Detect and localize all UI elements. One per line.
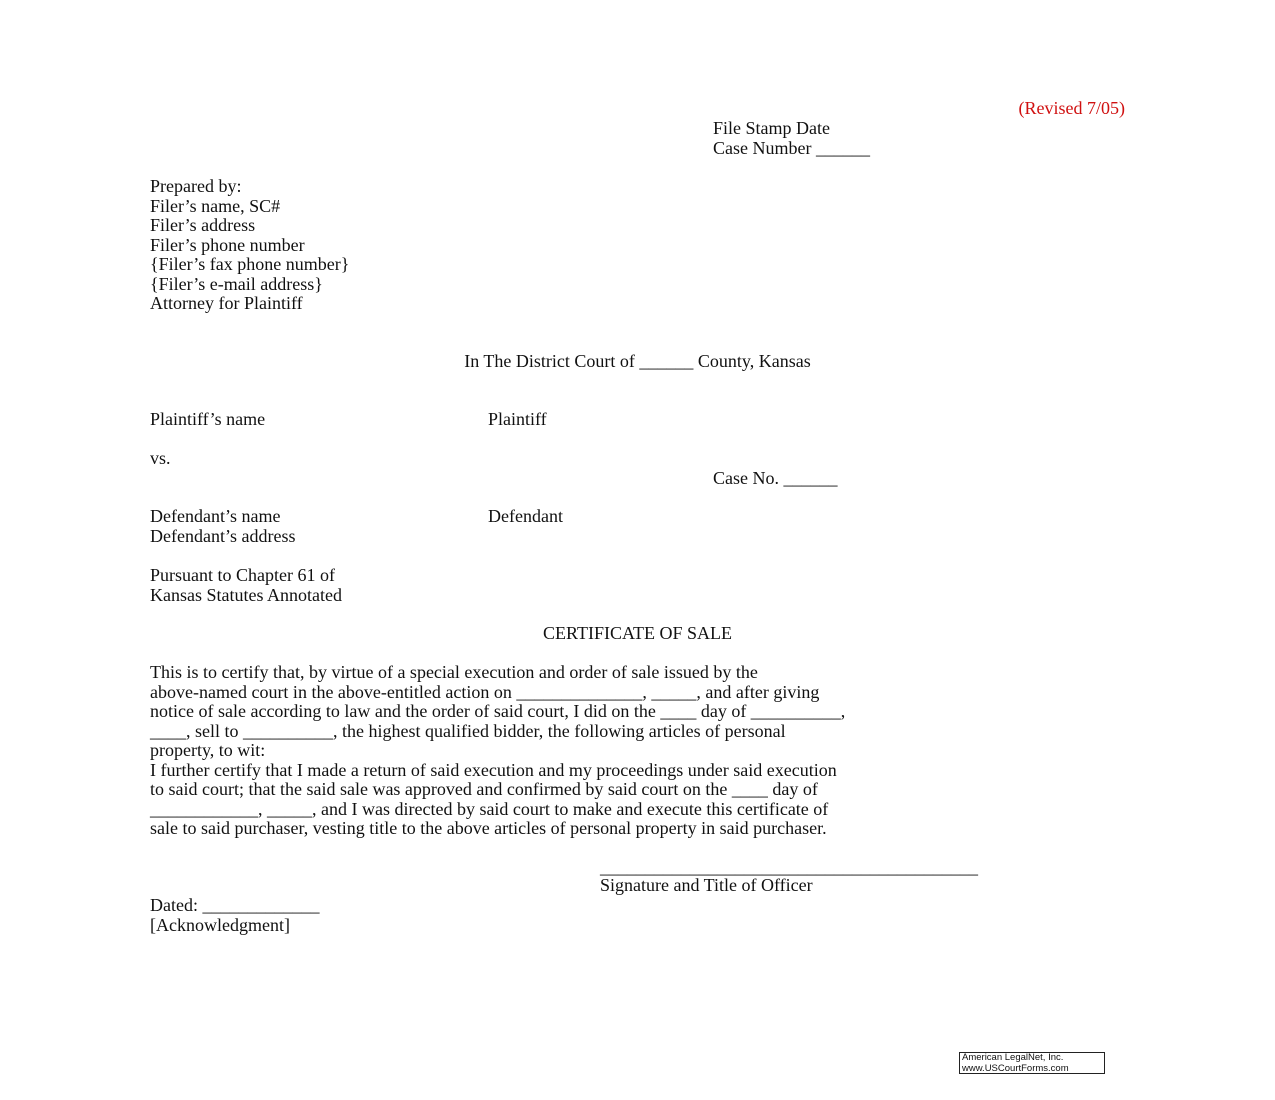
signature-line: __________________________________________ [600, 857, 978, 877]
publisher-badge [959, 1052, 1105, 1074]
defendant-block: Defendant’s name Defendant’s address [150, 506, 296, 546]
publisher-url[interactable]: www.USCourtForms.com [962, 1062, 1069, 1074]
file-stamp-block: File Stamp Date Case Number ______ [713, 118, 870, 158]
certificate-title: CERTIFICATE OF SALE [543, 623, 732, 643]
signature-label: Signature and Title of Officer [600, 875, 813, 895]
revised-date: (Revised 7/05) [1018, 98, 1125, 118]
court-title: In The District Court of ______ County, Kansas [464, 351, 811, 371]
plaintiff-label: Plaintiff [488, 409, 547, 429]
defendant-label: Defendant [488, 506, 563, 526]
dated-block: Dated: _____________ [Acknowledgment] [150, 895, 320, 935]
plaintiff-name: Plaintiff’s name [150, 409, 266, 429]
statute-reference: Pursuant to Chapter 61 of Kansas Statutes Annotated [150, 565, 342, 605]
versus-label: vs. [150, 448, 171, 468]
certificate-body: This is to certify that, by virtue of a special execution and order of sale issued by the above-named court in the above-entitled action on ______________, _____, and after giving notice of sale according to law and the order of said court, I did on the ____ day of __________, ____, sell to __________, the highest qualified bidder, the following articles of personal property, to wit: I further certify that I made a return of said execution and my proceedings under said execution to said court; that the said sale was approved and confirmed by said court on the ____ day of ____________, _____, and I was directed by said court to make and execute this certificate of sale to said purchaser, vesting title to the above articles of personal property in said purchaser. [150, 662, 846, 838]
case-number: Case No. ______ [713, 468, 838, 488]
publisher-name: American LegalNet, Inc. [962, 1052, 1064, 1063]
preparer-block: Prepared by: Filer’s name, SC# Filer’s address Filer’s phone number {Filer’s fax phone number} {Filer’s e-mail address} Attorney for Plaintiff [150, 176, 350, 313]
